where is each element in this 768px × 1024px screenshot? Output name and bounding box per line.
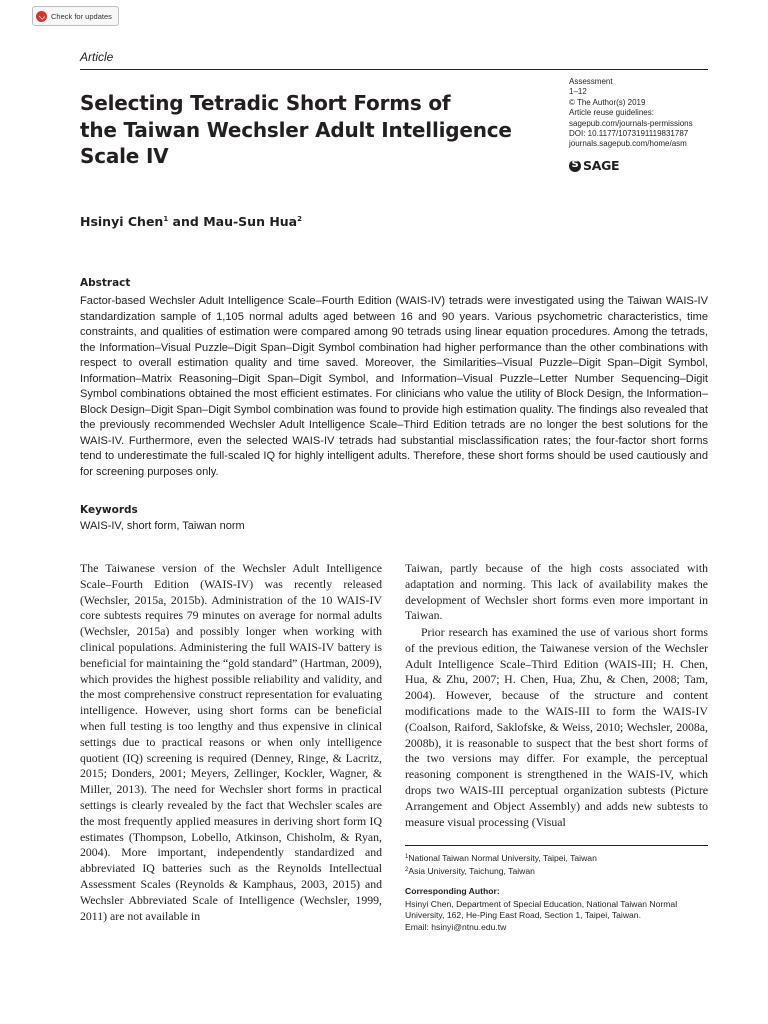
author-2: Mau-Sun Hua (203, 214, 298, 229)
journal-pages: 1–12 (569, 87, 587, 97)
header-divider (80, 69, 708, 70)
title-line-2: the Taiwan Wechsler Adult Intelligence (80, 117, 512, 142)
affiliation-1 (405, 852, 597, 864)
body-right-paragraph-2: Prior research has examined the use of various short forms of the previous edition, the Taiwanese version of the Wechsler Adult Intelligence Scale–Third Edition (WAIS-III; H. Chen, Hua, & Zhu, 2007; H. Chen, Hua, Zhu, & Chen, 2008; Tam, 2004). However, because of the structure and content modifications made to the WAIS-III to form the WAIS-IV (Coalson, Raiford, Saklofske, & Weiss, 2010; Wechsler, 2008a, 2008b), it is reasonable to suspect that the best short forms of the two versions may differ. For example, the perceptual reasoning component is strengthened in the WAIS-IV, which drops two WAIS-III perceptual organization subtests (Picture Arrangement and Object Assembly) and adds new subtests to measure visual processing (Visual (405, 625, 708, 829)
title-line-3: Scale IV (80, 144, 169, 168)
body-left-column: The Taiwanese version of the Wechsler Adult Intelligence Scale–Fourth Edition (WAIS-IV) was recently released (Wechsler, 2015a, 2015b). Administration of the 10 WAIS-IV core subtests requires 79 minutes on average for normal adults (Wechsler, 2015a) and possibly longer when working with clinical populations. Administering the full WAIS-IV battery is beneficial for maintaining the “gold standard” (Hartman, 2009), which provides the highest possible reliability and validity, and the most comprehensive construct representation for evaluating intelligence. However, using short forms can be beneficial when full testing is too lengthy and thus expensive in clinical settings due to practical reasons or when only intelligence quotient (IQ) screening is required (Denney, Ringe, & Lacritz, 2015; Donders, 2001; Meyers, Zellinger, Kockler, Wagner, & Miller, 2013). The need for Wechsler short forms in practical settings is clearly revealed by the fact that Wechsler scales are the most frequently applied measures in deriving short form IQ estimates (Thompson, Lobello, Atkinson, Chisholm, & Ryan, 2004). More important, independently standardized and abbreviated IQ batteries such as the Reynolds Intellectual Assessment Scales (Reynolds & Kamphaus, 2003, 2015) and Wechsler Abbreviated Scale of Intelligence (Wechsler, 1999, 2011) are not available in (80, 561, 382, 923)
copyright-line: © The Author(s) 2019 (569, 97, 646, 107)
corresponding-author-line-2: University, 162, He-Ping East Road, Section 1, Taipei, Taiwan. (405, 910, 641, 921)
affiliation-1-text: National Taiwan Normal University, Taipei, Taiwan (408, 853, 597, 863)
corresponding-author-line-1: Hsinyi Chen, Department of Special Education, National Taiwan Normal (405, 899, 678, 909)
journal-home-link[interactable]: journals.sagepub.com/home/asm (569, 139, 687, 149)
sage-logo-icon (569, 160, 581, 172)
journal-name: Assessment (569, 77, 613, 86)
article-title (80, 90, 540, 170)
affiliation-2-text: Asia University, Taichung, Taiwan (408, 866, 535, 876)
doi-line[interactable]: DOI: 10.1177/1073191119831787 (569, 129, 689, 139)
author-2-affiliation-mark: 2 (297, 215, 302, 223)
author-list (80, 214, 302, 229)
reuse-link[interactable]: sagepub.com/journals-permissions (569, 118, 693, 128)
sage-logo (569, 158, 619, 173)
author-conjunction: and (168, 214, 204, 229)
publisher-name: SAGE (583, 158, 620, 173)
journal-metadata (569, 77, 719, 150)
corresponding-author-heading: Corresponding Author: (405, 886, 500, 896)
affiliation-2-mark: 2 (405, 867, 409, 873)
check-for-updates-button[interactable] (32, 6, 119, 26)
footnote-divider (405, 845, 708, 846)
affiliation-2 (405, 865, 535, 877)
check-updates-label: Check for updates (51, 11, 112, 21)
body-right-paragraph-1: Taiwan, partly because of the high costs associated with adaptation and norming. This lack of availability makes the development of Wechsler short forms even more important in Taiwan. (405, 561, 708, 623)
author-1-affiliation-mark: 1 (163, 215, 169, 223)
author-1: Hsinyi Chen (80, 214, 164, 229)
abstract-text: Factor-based Wechsler Adult Intelligence Scale–Fourth Edition (WAIS-IV) tetrads were investigated using the Taiwan WAIS-IV standardization sample of 1,105 normal adults aged between 16 and 90 years. Various psychometric characteristics, time constraints, and qualities of estimation were compared among 90 tetrads using linear equation procedures. Among the tetrads, the Information–Visual Puzzle–Digit Span–Digit Symbol combination had higher performance than the other combinations with respect to overall estimation quality and time saved. Moreover, the Similarities–Visual Puzzle–Digit Span–Digit Symbol, Information–Matrix Reasoning–Digit Span–Digit Symbol, and Information–Visual Puzzle–Letter Number Sequencing–Digit Symbol combinations obtained the most efficient estimates. For clinicians who value the utility of Block Design, the Information–Block Design–Digit Span–Digit Symbol combination was found to provide high estimation quality. The findings also revealed that the previously recommended Wechsler Adult Intelligence Scale–Third Edition tetrads are no longer the best solutions for the WAIS-IV. Furthermore, even the selected WAIS-IV tetrads had substantial misclassification rates; the four-factor short forms tend to underestimate the full-scaled IQ for highly intelligent adults. Therefore, these short forms should be used cautiously and for screening purposes only. (80, 295, 708, 479)
keywords-heading: Keywords (80, 504, 138, 516)
check-updates-icon (36, 11, 47, 22)
corresponding-author-details (405, 899, 708, 933)
affiliation-1-mark: 1 (405, 854, 409, 860)
article-type-label: Article (80, 50, 114, 64)
keywords-text: WAIS-IV, short form, Taiwan norm (80, 520, 245, 532)
title-line-1: Selecting Tetradic Short Forms of (80, 91, 451, 115)
abstract-heading: Abstract (80, 277, 131, 289)
reuse-label: Article reuse guidelines: (569, 108, 654, 118)
corresponding-author-email[interactable]: Email: hsinyi@ntnu.edu.tw (405, 921, 507, 932)
